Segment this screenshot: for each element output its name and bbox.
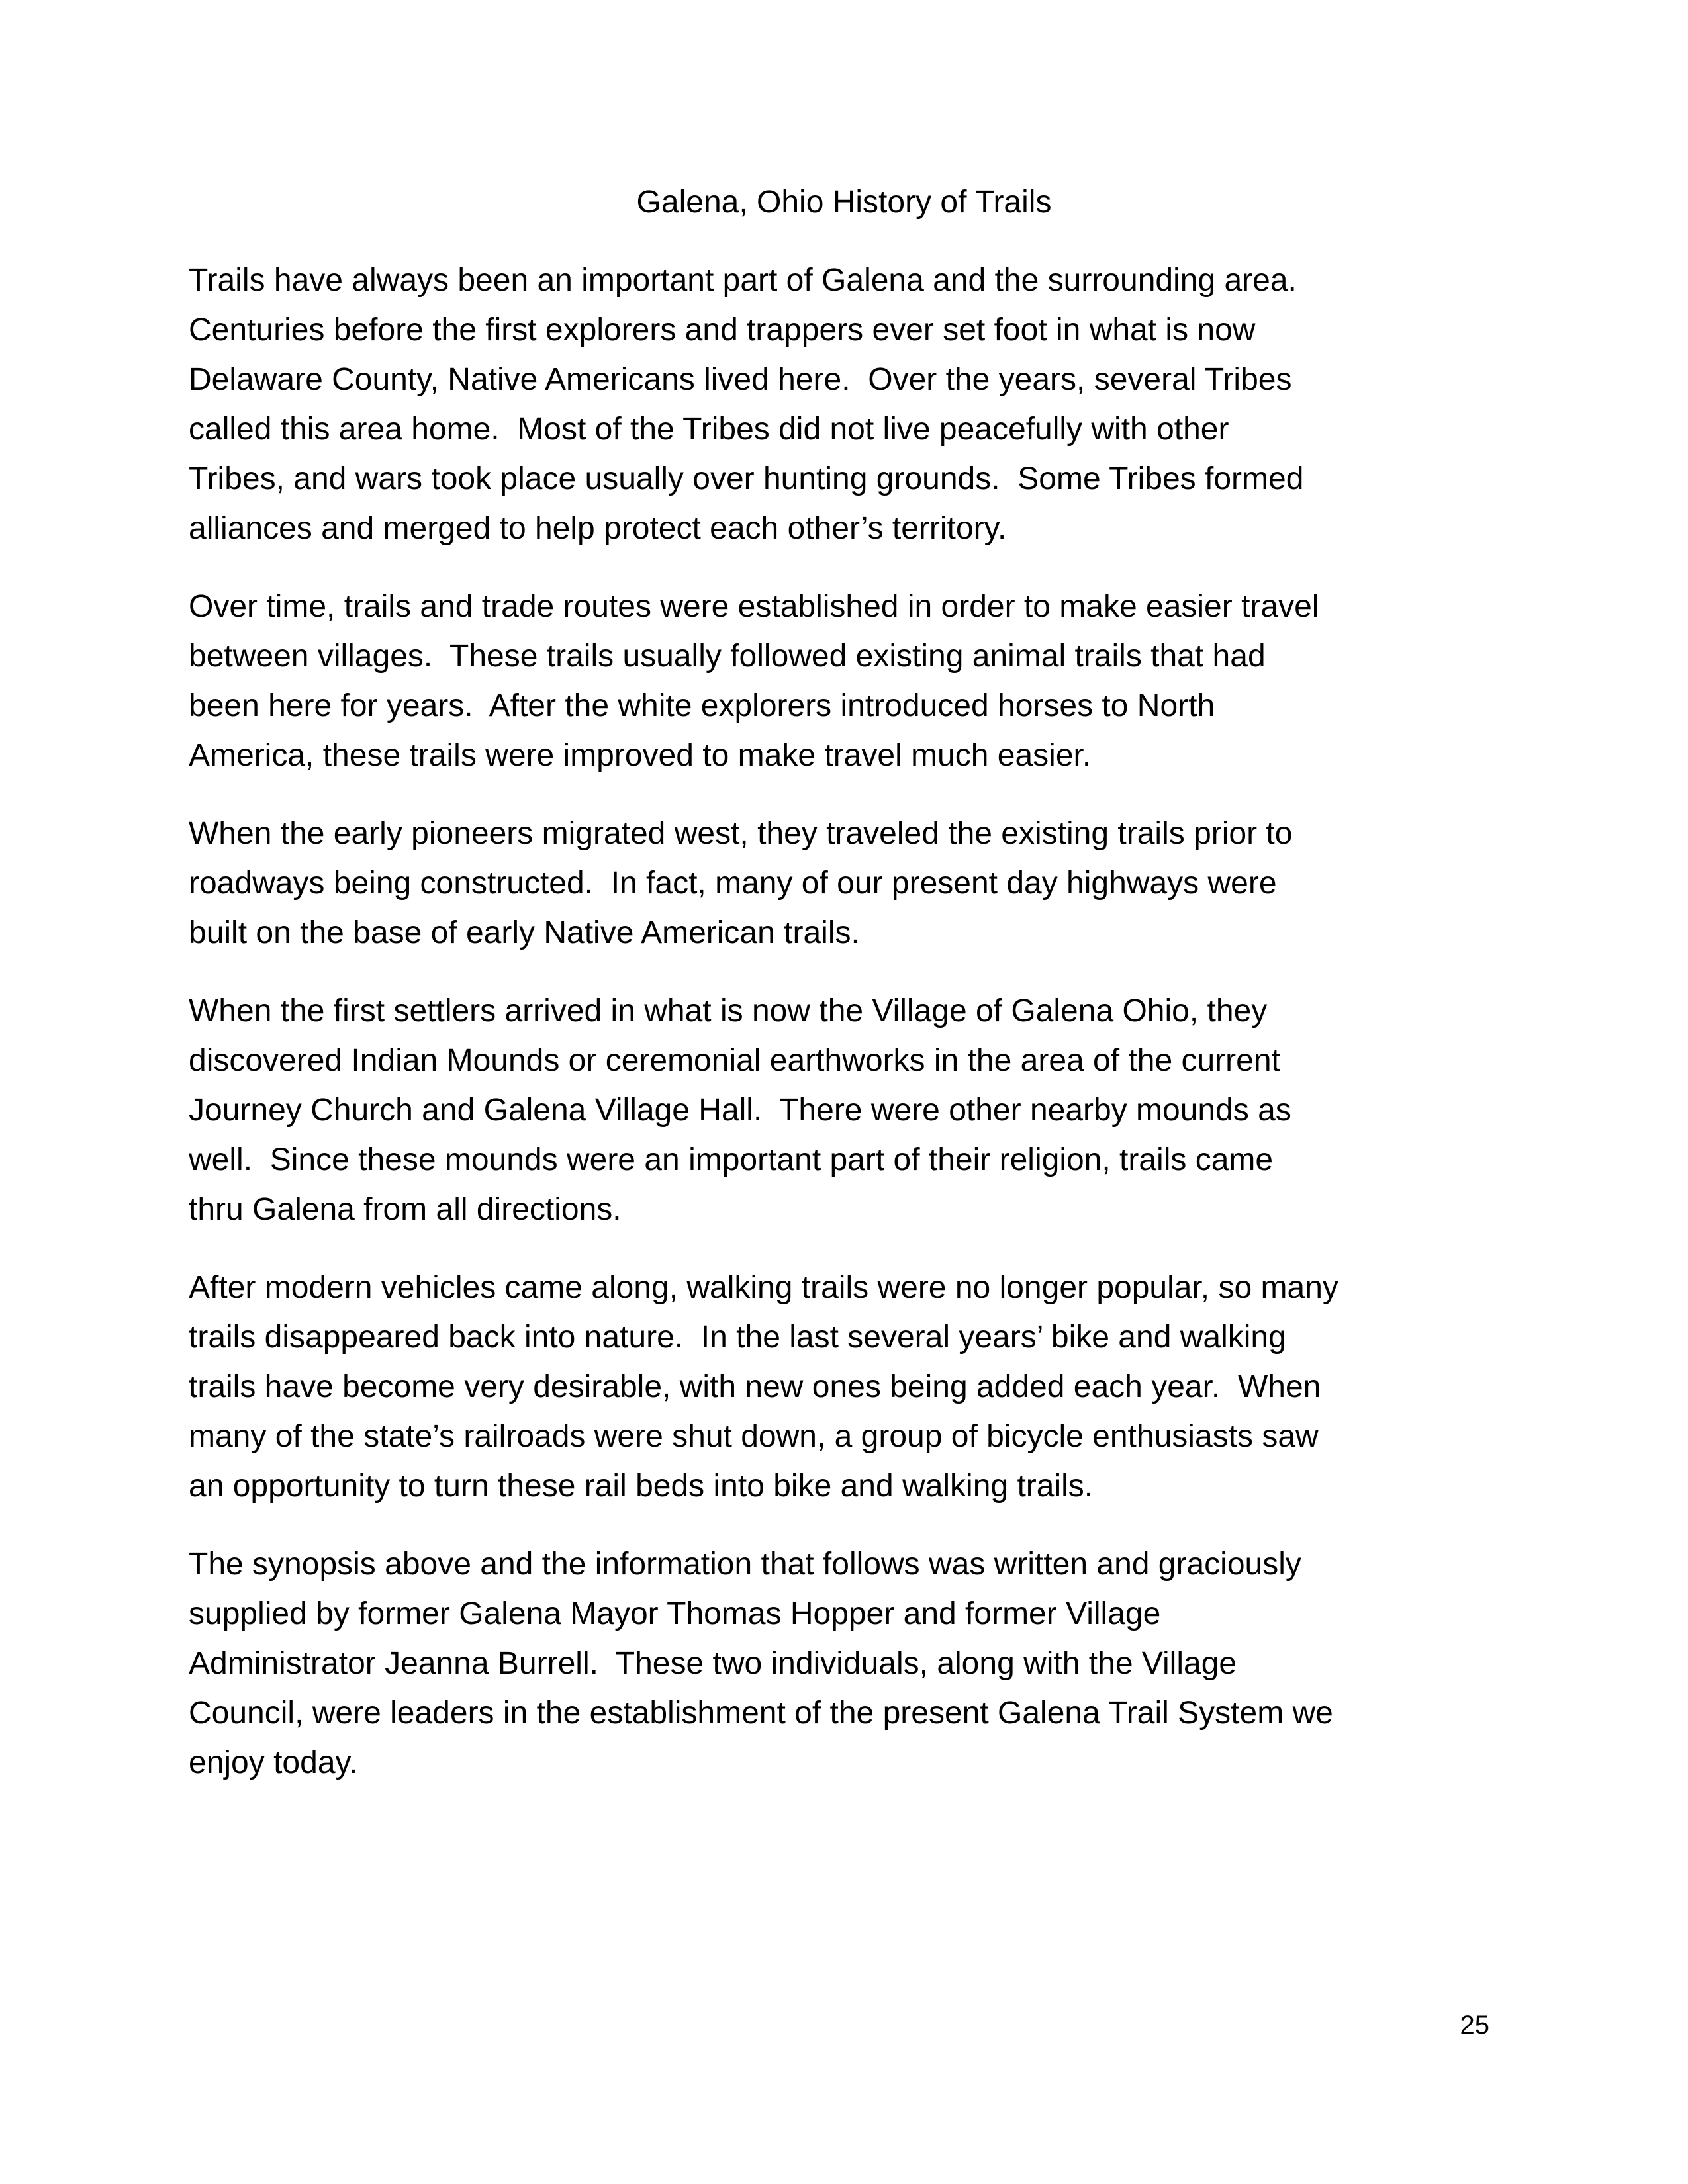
text-line: built on the base of early Native American trails. (189, 915, 860, 950)
document-title: Galena, Ohio History of Trails (636, 185, 1052, 220)
text-line: The synopsis above and the information that follows was written and graciously (189, 1547, 1301, 1582)
text-line: discovered Indian Mounds or ceremonial earthworks in the area of the current (189, 1043, 1280, 1078)
paragraph (189, 582, 1499, 780)
text-line: When the early pioneers migrated west, they traveled the existing trails prior to (189, 816, 1293, 851)
text-line: thru Galena from all directions. (189, 1192, 622, 1227)
paragraph (189, 1539, 1499, 1788)
text-line: trails disappeared back into nature. In the last several years’ bike and walking (189, 1320, 1286, 1355)
paragraph (189, 986, 1499, 1234)
text-line: America, these trails were improved to make travel much easier. (189, 738, 1092, 773)
text-line: been here for years. After the white explorers introduced horses to North (189, 688, 1215, 723)
document-body (189, 255, 1499, 1788)
text-line: Centuries before the first explorers and trappers ever set foot in what is now (189, 312, 1256, 347)
text-line: Administrator Jeanna Burrell. These two individuals, along with the Village (189, 1646, 1237, 1681)
text-line: many of the state’s railroads were shut down, a group of bicycle enthusiasts saw (189, 1419, 1319, 1454)
text-line: well. Since these mounds were an important part of their religion, trails came (189, 1142, 1274, 1177)
text-line: called this area home. Most of the Tribes did not live peacefully with other (189, 412, 1229, 447)
paragraph (189, 255, 1499, 553)
text-line: enjoy today. (189, 1745, 358, 1780)
text-line: an opportunity to turn these rail beds into bike and walking trails. (189, 1469, 1094, 1504)
text-line: supplied by former Galena Mayor Thomas Hopper and former Village (189, 1596, 1161, 1631)
paragraph (189, 1263, 1499, 1511)
text-line: Trails have always been an important part of Galena and the surrounding area. (189, 263, 1297, 298)
paragraph (189, 809, 1499, 958)
text-line: Over time, trails and trade routes were established in order to make easier travel (189, 589, 1319, 624)
text-line: Journey Church and Galena Village Hall. There were other nearby mounds as (189, 1093, 1291, 1128)
text-line: After modern vehicles came along, walking trails were no longer popular, so many (189, 1270, 1338, 1305)
text-line: Council, were leaders in the establishment of the present Galena Trail System we (189, 1696, 1333, 1731)
text-line: between villages. These trails usually followed existing animal trails that had (189, 639, 1266, 674)
page-number: 25 (1460, 2011, 1489, 2040)
text-line: When the first settlers arrived in what is now the Village of Galena Ohio, they (189, 993, 1268, 1028)
text-line: Tribes, and wars took place usually over hunting grounds. Some Tribes formed (189, 461, 1304, 496)
text-line: alliances and merged to help protect each other’s territory. (189, 511, 1007, 546)
text-line: Delaware County, Native Americans lived here. Over the years, several Tribes (189, 362, 1292, 397)
text-line: roadways being constructed. In fact, many of our present day highways were (189, 866, 1277, 901)
text-line: trails have become very desirable, with new ones being added each year. When (189, 1369, 1321, 1404)
